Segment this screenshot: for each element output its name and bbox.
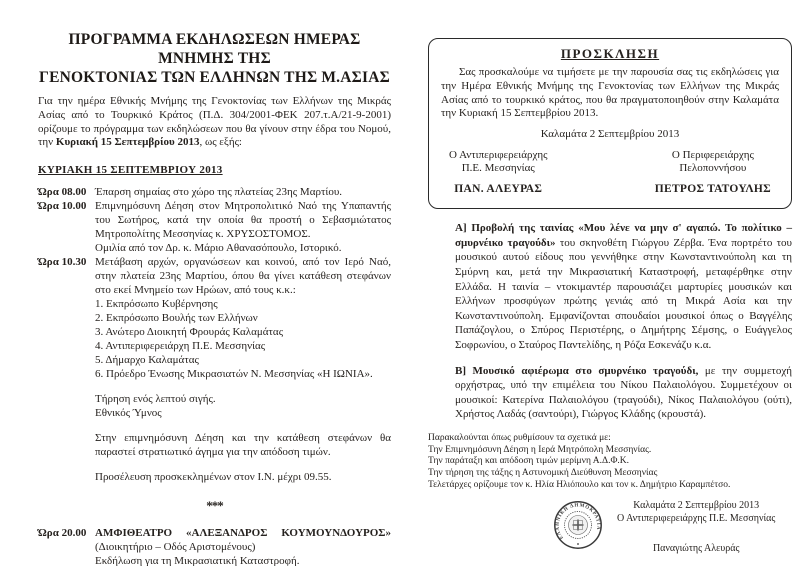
invitation-body: Σας προσκαλούμε να τιμήσετε με την παρουσία σας τις εκδηλώσεις για την Ημέρα Εθνικής Μνήμης της Γενοκτονίας των Ελλήνων της Μικράς Ασίας από το τουρκικό κράτος, που θα πραγματοποιηθούν στην Καλαμάτα την Κυριακή 15 Σεπτεμβρίου 2013. bbox=[441, 66, 779, 120]
venue-address: (Διοικητήριο – Οδός Αριστομένους) bbox=[95, 541, 256, 554]
program-intro bbox=[38, 95, 391, 150]
silence-note: Τήρηση ενός λεπτού σιγής. bbox=[95, 393, 216, 406]
footer-signer-name: Παναγιώτης Αλευράς bbox=[652, 543, 740, 555]
schedule-row-1000 bbox=[38, 199, 391, 255]
schedule-body bbox=[95, 526, 391, 566]
organizational-notes bbox=[428, 433, 792, 492]
signature-row bbox=[441, 149, 779, 196]
signer-role-line2: Π.Ε. Μεσσηνίας bbox=[461, 162, 535, 175]
list-item: 2. Εκπρόσωπο Βουλής των Ελλήνων bbox=[95, 312, 258, 325]
wreath-laying-list bbox=[95, 297, 391, 381]
event-b-title: Β] Μουσικό αφιέρωμα στο σμυρνέικο τραγούδι, bbox=[455, 364, 699, 377]
program-page bbox=[38, 30, 391, 566]
list-item: 5. Δήμαρχο Καλαμάτας bbox=[95, 354, 199, 367]
seal-icon bbox=[553, 500, 603, 550]
note-line: Παρακαλούνται όπως ρυθμίσουν τα σχετικά με: bbox=[428, 432, 611, 443]
schedule-row-0800 bbox=[38, 185, 391, 199]
official-seal bbox=[553, 500, 603, 555]
schedule-text-2: Ομιλία από τον Δρ. κ. Μάριο Αθανασόπουλο, Ιστορικό. bbox=[95, 242, 342, 255]
invitation-page bbox=[428, 38, 792, 556]
signer-name: ΠΕΤΡΟΣ ΤΑΤΟΥΛΗΣ bbox=[654, 183, 771, 196]
intro-text-before: Για την ημέρα Εθνικής Μνήμης της Γενοκτονίας των Ελλήνων της Μικράς Ασίας από το Τουρκικό Κράτος (Π.Δ. 304/2001-ΦΕΚ 207.τ.Α/21-9-2001) ορίζουμε το πρόγραμμα των εκδηλώσεων που θα γίνουν στην έδρα του Νομού, την bbox=[38, 95, 391, 149]
evening-event-text: Εκδήλωση για τη Μικρασιατική Καταστροφή. bbox=[95, 555, 300, 566]
program-title-line1: ΠΡΟΓΡΑΜΜΑ ΕΚΔΗΛΩΣΕΩΝ ΗΜΕΡΑΣ ΜΝΗΜΗΣ ΤΗΣ bbox=[68, 31, 361, 67]
military-honors-note: Στην επιμνημόσυνη Δέηση και την κατάθεση στεφάνων θα παραστεί στρατιωτικό άγημα για την απόδοση τιμών. bbox=[95, 432, 391, 459]
footer-date: Καλαμάτα 2 Σεπτεμβρίου 2013 bbox=[633, 500, 760, 512]
venue-line bbox=[95, 526, 391, 554]
schedule-row-2000 bbox=[38, 526, 391, 566]
signer-role-line1: Ο Περιφερειάρχης bbox=[671, 149, 754, 162]
signer-name: ΠΑΝ. ΑΛΕΥΡΑΣ bbox=[454, 183, 543, 196]
venue-name: ΑΜΦΙΘΕΑΤΡΟ «ΑΛΕΞΑΝΔΡΟΣ ΚΟΥΜΟΥΝΔΟΥΡΟΣ» bbox=[95, 527, 391, 540]
note-line: Την τήρηση της τάξης η Αστυνομική Διεύθυνση Μεσσηνίας bbox=[428, 468, 658, 479]
schedule-time: Ώρα 10.30 bbox=[38, 256, 87, 269]
signer-left bbox=[449, 149, 547, 196]
intro-bold-date: Κυριακή 15 Σεπτεμβρίου 2013 bbox=[55, 136, 200, 149]
event-b-description: με την συμμετοχή ορχήστρας, υπό την επιμέλεια του Νίκου Παλαιολόγου. Συμμετέχουν οι μουσικοί: Κατερίνα Παλαιολόγου (τραγούδι), Νίκος Παλαιολόγου (ούτι), Χρήστος Λαδάς (σαντούρι), Γιώργος Κλάδης (κρουστά). bbox=[455, 364, 792, 421]
schedule-text: Μετάβαση αρχών, οργανώσεων και κοινού, από τον Ιερό Ναό, στην πλατεία 23ης Μαρτίου, όπου θα γίνει κατάθεση στεφάνων στο εκεί Μνημείο των Ηρώων, από τους κ.κ.: bbox=[95, 256, 391, 297]
program-title-line2: ΓΕΝΟΚΤΟΝΙΑΣ ΤΩΝ ΕΛΛΗΝΩΝ ΤΗΣ Μ.ΑΣΙΑΣ bbox=[39, 69, 390, 86]
schedule-text: Έπαρση σημαίας στο χώρο της πλατείας 23ης Μαρτίου. bbox=[95, 186, 343, 199]
signer-role-line2: Πελοποννήσου bbox=[679, 162, 747, 175]
note-line: Την παράταξη και απόδοση τιμών μερίμνη Α.Δ.Φ.Κ. bbox=[428, 456, 630, 467]
arrival-note: Προσέλευση προσκεκλημένων στον Ι.Ν. μέχρι 09.55. bbox=[95, 471, 332, 484]
seal-text: ΕΛΛΗΝΙΚΗ ΔΗΜΟΚΡΑΤΙΑ bbox=[555, 503, 601, 541]
list-item: 6. Πρόεδρο Ένωσης Μικρασιατών Ν. Μεσσηνίας «Η ΙΩΝΙΑ». bbox=[95, 368, 373, 381]
signature-footer bbox=[428, 500, 792, 556]
signer-role-line1: Ο Αντιπεριφερειάρχης bbox=[449, 149, 548, 162]
invitation-box bbox=[428, 38, 792, 209]
footer-signature-block bbox=[617, 500, 775, 556]
event-b-paragraph bbox=[455, 364, 792, 422]
schedule-time: Ώρα 08.00 bbox=[38, 186, 87, 199]
event-descriptions bbox=[455, 221, 792, 422]
invitation-title: ΠΡΟΣΚΛΗΣΗ bbox=[560, 46, 660, 61]
evening-event bbox=[38, 526, 391, 566]
schedule-time: Ώρα 20.00 bbox=[38, 527, 87, 540]
list-item: 1. Εκπρόσωπο Κυβέρνησης bbox=[95, 298, 218, 311]
event-a-paragraph bbox=[455, 221, 792, 352]
day-heading: ΚΥΡΙΑΚΗ 15 ΣΕΠΤΕΜΒΡΙΟΥ 2013 bbox=[38, 164, 223, 177]
list-item: 4. Αντιπεριφερειάρχη Π.Ε. Μεσσηνίας bbox=[95, 340, 266, 353]
note-line: Την Επιμνημόσυνη Δέηση η Ιερά Μητρόπολη Μεσσηνίας. bbox=[428, 444, 652, 455]
event-a-title: Α] Προβολή της ταινίας «Μου λένε να μην σ' αγαπώ. Το πολίτικο – σμυρνέικο τραγούδι» bbox=[455, 222, 792, 249]
list-item: 3. Ανώτερο Διοικητή Φρουράς Καλαμάτας bbox=[95, 326, 284, 339]
note-line: Τελετάρχες ορίζουμε τον κ. Ηλία Ηλιόπουλο και τον κ. Δημήτριο Καραμπέτσο. bbox=[428, 479, 731, 490]
section-separator: *** bbox=[206, 498, 223, 514]
signer-right bbox=[655, 149, 771, 196]
intro-text-after: , ως εξής: bbox=[199, 136, 242, 149]
schedule-body bbox=[95, 255, 391, 484]
schedule bbox=[38, 185, 391, 484]
event-a-description: του σκηνοθέτη Γιώργου Ζέρβα. Ένα πορτρέτο του μουσικού αυτού είδους που γεννήθηκε στην Κωνσταντινούπολη και τη Σμύρνη και, μετά την Μικρασιατική Καταστροφή, μεταφέρθηκε στην Ελλάδα. Η ταινία – ντοκιμαντέρ παρουσιάζει μαρτυρίες μουσικών και Ελλήνων προσφύγων πρώτης γενιάς από τη Μικρά Ασία και την Κωνσταντινούπολη. Εμφανίζονται σπουδαίοι μουσικοί όπως ο Βαγγέλης Παπάζογλου, ο Σπύρος Περιστέρης, ο Δημήτρης Σέμσης, ο Ευάγγελος Σοφρωνίου, ο Σταύρος Παντελίδης, η Ρόζα Εσκενάζυ κ.α. bbox=[455, 236, 793, 351]
footer-role: Ο Αντιπεριφερειάρχης Π.Ε. Μεσσηνίας bbox=[617, 512, 776, 524]
program-title bbox=[38, 30, 391, 87]
invitation-dateline: Καλαμάτα 2 Σεπτεμβρίου 2013 bbox=[540, 128, 680, 141]
schedule-body bbox=[95, 199, 391, 255]
schedule-text: Επιμνημόσυνη Δέηση στον Μητροπολιτικό Ναό της Υπαπαντής του Σωτήρος, κατά την οποία θα προστή ο Σεβασμιώτατος Μητροπολίτης Μεσσηνίας κ. ΧΡΥΣΟΣΤΟΜΟΣ. bbox=[95, 200, 391, 241]
schedule-row-1030 bbox=[38, 255, 391, 484]
schedule-time: Ώρα 10.00 bbox=[38, 200, 87, 213]
anthem-note: Εθνικός Ύμνος bbox=[95, 407, 162, 420]
